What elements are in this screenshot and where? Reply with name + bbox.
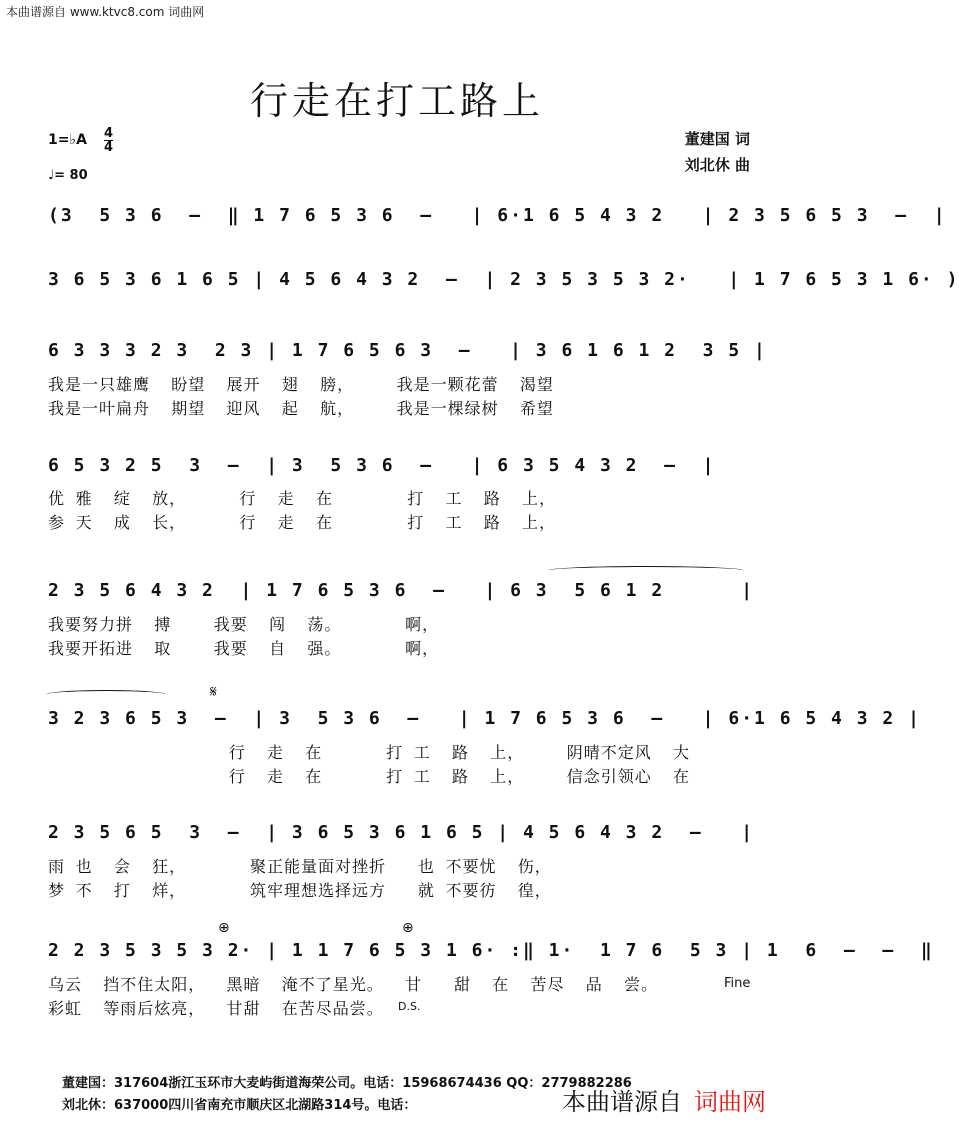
- notes-line-2: 3 6 5 3 6 1 6 5 | 4 5 6 4 3 2 – | 2 3 5 3 5 3 2· | 1 7 6 5 3 1 6· ): [48, 269, 959, 290]
- composer-credit: 刘北休 曲: [684, 156, 750, 174]
- notes-line-1: (3 5 3 6 – ‖ 1 7 6 5 3 6 – | 6·1 6 5 4 3 2 | 2 3 5 6 5 3 – |: [48, 205, 947, 226]
- bottom-watermark-site: 词曲网: [694, 1088, 766, 1116]
- notes-line-8: 2 2 3 5 3 5 3 2· | 1 1 7 6 5 3 1 6· :‖ 1· 1 7 6 5 3 | 1 6 – – ‖: [48, 940, 934, 961]
- fine-label: Fine: [724, 976, 751, 991]
- lyric-verse2-line-5: 我要开拓进 取 我要 自 强。 啊，: [48, 639, 440, 658]
- score-line-6: [40, 708, 921, 738]
- lyric-verse2-line-3: 我是一叶扁舟 期望 迎风 起 航， 我是一棵绿树 希望: [48, 399, 554, 418]
- bottom-watermark-source: 本曲谱源自: [562, 1088, 682, 1116]
- lyric-verse1-line-8: 乌云 挡不住太阳， 黑暗 淹不了星光。 甘 甜 在 苦尽 品 尝。: [48, 975, 659, 994]
- footer-lyricist-contact: 董建国：317604浙江玉环市大麦屿街道海荣公司。电话：15968674436 QQ：2779882286: [62, 1076, 632, 1091]
- lyric-verse1-line-3: 我是一只雄鹰 盼望 展开 翅 膀， 我是一颗花蕾 渴望: [48, 375, 554, 394]
- segno-sign: 𝄋: [210, 682, 217, 701]
- lyric-verse1-line-7: 雨 也 会 狂， 聚正能量面对挫折 也 不要忧 伤，: [48, 857, 552, 876]
- lyricist-credit: 董建国 词: [684, 130, 750, 148]
- coda-sign-1: ⊕: [218, 920, 230, 936]
- score-line-3: [40, 340, 767, 370]
- lyric-verse2-line-8: 彩虹 等雨后炫亮， 甘甜 在苦尽品尝。: [48, 999, 384, 1018]
- song-title: 行走在打工路上: [249, 79, 544, 123]
- notes-line-6: 3 2 3 6 5 3 – | 3 5 3 6 – | 1 7 6 5 3 6 – | 6·1 6 5 4 3 2 |: [48, 708, 921, 729]
- top-watermark: 本曲谱源自 www.ktvc8.com 词曲网: [6, 5, 205, 19]
- score-line-8: [40, 940, 934, 970]
- lyric-verse2-line-4: 参 天 成 长， 行 走 在 打 工 路 上，: [48, 513, 557, 532]
- key-signature: 1=♭A: [48, 132, 87, 148]
- lyric-verse2-line-6: 行 走 在 打 工 路 上， 信念引领心 在: [48, 767, 691, 786]
- notes-line-5: 2 3 5 6 4 3 2 | 1 7 6 5 3 6 – | 6 3 5 6 1 2 |: [48, 580, 755, 601]
- score-line-4: [40, 455, 752, 485]
- slur-long: [548, 566, 744, 575]
- score-line-7: [40, 822, 755, 852]
- score-line-5: [40, 580, 755, 610]
- notes-line-3: 6 3 3 3 2 3 2 3 | 1 7 6 5 6 3 – | 3 6 1 6 1 2 3 5 |: [48, 340, 767, 361]
- lyric-verse1-line-5: 我要努力拼 搏 我要 闯 荡。 啊，: [48, 615, 440, 634]
- lyric-verse2-line-7: 梦 不 打 烊， 筑牢理想选择远方 就 不要彷 徨，: [48, 881, 552, 900]
- time-signature-top: 4: [104, 126, 114, 141]
- lyric-verse1-line-4: 优 雅 绽 放， 行 走 在 打 工 路 上，: [48, 489, 557, 508]
- footer-composer-contact: 刘北休：637000四川省南充市顺庆区北湖路314号。电话：: [62, 1098, 417, 1113]
- slur-continued: [46, 690, 166, 699]
- ds-label: D.S.: [398, 1000, 421, 1013]
- time-signature-bottom: 4: [104, 140, 114, 155]
- time-signature: [104, 127, 113, 154]
- coda-sign-2: ⊕: [402, 920, 414, 936]
- score-line-2: [40, 269, 959, 299]
- tempo-marking: ♩= 80: [48, 168, 88, 183]
- notes-line-4: 6 5 3 2 5 3 – | 3 5 3 6 – | 6 3 5 4 3 2 – |: [48, 455, 716, 476]
- score-line-1: [40, 205, 947, 235]
- notes-line-7: 2 3 5 6 5 3 – | 3 6 5 3 6 1 6 5 | 4 5 6 4 3 2 – |: [48, 822, 755, 843]
- bottom-watermark: [562, 1082, 766, 1117]
- lyric-verse1-line-6: 行 走 在 打 工 路 上， 阴晴不定风 大: [48, 743, 691, 762]
